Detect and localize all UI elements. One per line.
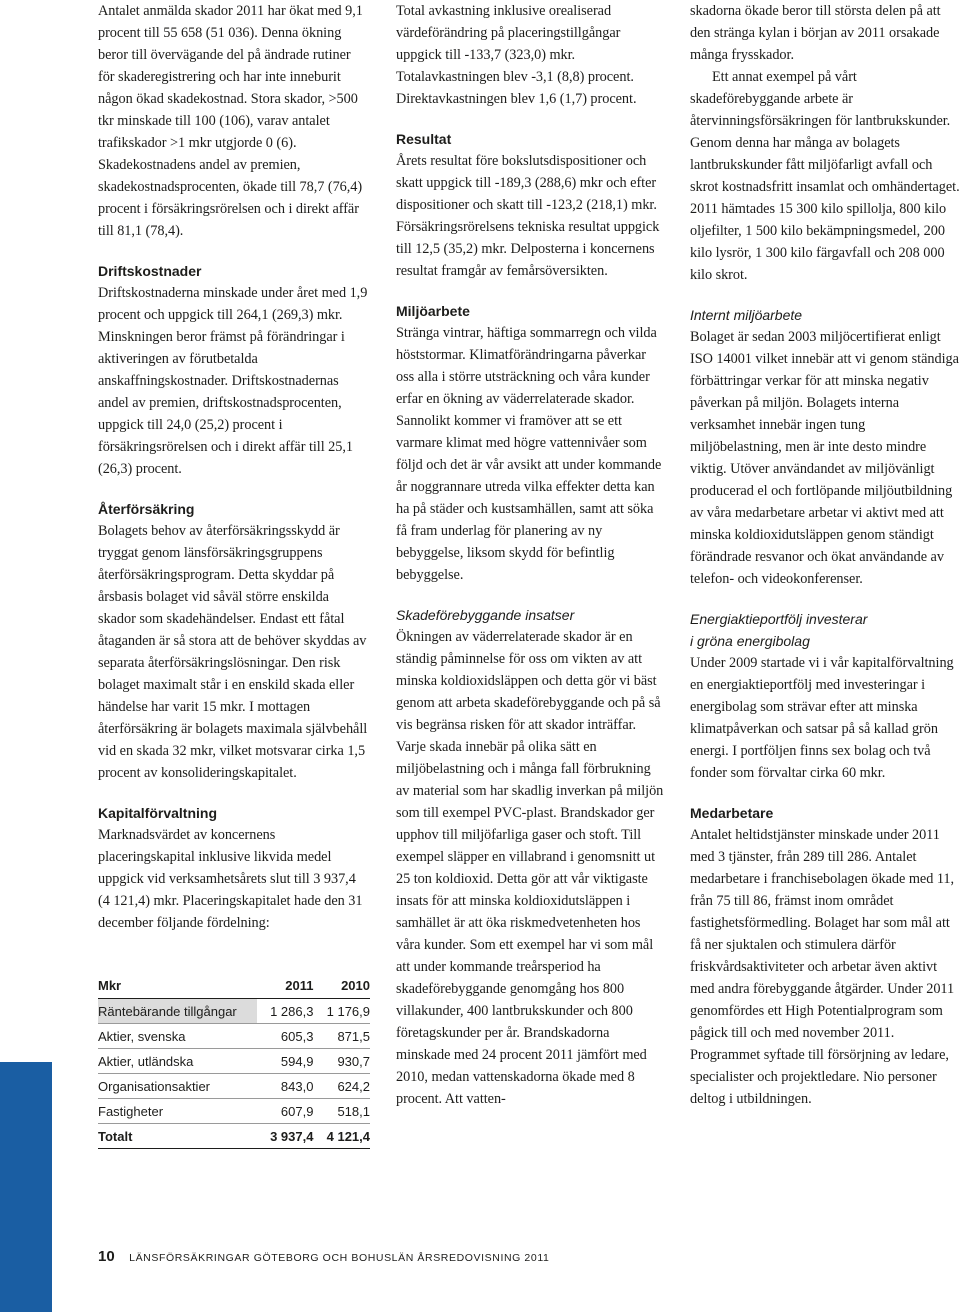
- footer-text: LÄNSFÖRSÄKRINGAR GÖTEBORG OCH BOHUSLÄN ÅRSREDOVISNING 2011: [129, 1252, 550, 1264]
- heading-resultat: Resultat: [396, 131, 452, 147]
- paragraph-resultat: Årets resultat före bokslutsdispositioner och skatt uppgick till -189,3 (288,6) mkr och efter dispositioner och skatt till -123,2 (218,1) mkr. Försäkringsrörelsens tekniska resultat uppgick till 12,5 (35,2) mkr. Delposterna i koncernens resultat framgår av femårsöversikten.: [396, 153, 660, 279]
- table-cell-label: Organisationsaktier: [98, 1074, 257, 1099]
- table-cell-2010: 1 176,9: [313, 999, 370, 1024]
- table-cell-2011: 607,9: [257, 1099, 314, 1124]
- table-total-2010: 4 121,4: [313, 1124, 370, 1149]
- table-row: [98, 1074, 370, 1099]
- subheading-energiaktieportfolj: [690, 608, 960, 652]
- heading-aterforsakring: Återförsäkring: [98, 501, 195, 517]
- table-total-2011: 3 937,4: [257, 1124, 314, 1149]
- table-cell-2010: 518,1: [313, 1099, 370, 1124]
- paragraph-driftskostnader: Driftskostnaderna minskade under året med 1,9 procent och uppgick till 264,1 (269,3) mkr. Minskningen beror främst på förändringar i aktiveringen av förutbetalda anskaffningskostnader. Driftskostnadernas andel av premien, driftskostnadsprocenten, uppgick till 24,0 (25,2) procent i försäkringsrörelsen och i direkt affär till 25,1 (26,3) procent.: [98, 285, 368, 477]
- table-row: [98, 1049, 370, 1074]
- table-cell-2010: 930,7: [313, 1049, 370, 1074]
- page-footer: [98, 1248, 549, 1266]
- page-number: 10: [98, 1248, 115, 1265]
- table-cell-label: Aktier, svenska: [98, 1024, 257, 1049]
- paragraph-miljoarbete: Stränga vintrar, häftiga sommarregn och vilda höststormar. Klimatförändringarna påverkar oss alla i större utsträckning och våra kunder erfar en ökning av väderrelaterade skador. Sannolikt kommer vi framöver att se ett varmare klimat med högre vattennivåer som följd och det är vår avsikt att under kommande år noggrannare utreda vilka effekter detta kan ha på städer och kustsamhällen, samt att söka få fram underlag för planering av ny bebyggelse, liksom skydd för befintlig bebyggelse.: [396, 325, 662, 583]
- table-row: [98, 999, 370, 1024]
- paragraph-skador: Antalet anmälda skador 2011 har ökat med 9,1 procent till 55 658 (51 036). Denna ökning beror till övervägande del på ändrade rutiner för skaderegistrering och har inte inneburit någon ökad skadekostnad. Stora skador, >500 tkr minskade till 100 (106), varav antalet trafikskador >1 mkr utgjorde 0 (6). Skadekostnadens andel av premien, skadekostnadsprocenten, ökade till 78,7 (76,4) procent i försäkringsrörelsen och i direkt affär till 81,1 (78,4).: [98, 3, 363, 239]
- placeringskapital-table: [98, 972, 370, 1149]
- paragraph-energiaktieportfolj: Under 2009 startade vi i vår kapitalförvaltning en energiaktieportfölj med investeringar i energibolag som strävar efter att minska klimatpåverkan och satsar på så kallad grön energi. I portföljen finns sex bolag och två fonder som förvaltar cirka 60 mkr.: [690, 655, 954, 781]
- table-cell-label: Fastigheter: [98, 1099, 257, 1124]
- paragraph-avkastning: Total avkastning inklusive orealiserad värdeförändring på placeringstillgångar uppgick till -133,7 (323,0) mkr. Totalavkastningen blev -3,1 (8,8) procent. Direktavkastningen blev 1,6 (1,7) procent.: [396, 3, 637, 107]
- table-cell-2011: 605,3: [257, 1024, 314, 1049]
- table-cell-label: Aktier, utländska: [98, 1049, 257, 1074]
- heading-miljoarbete: Miljöarbete: [396, 303, 470, 319]
- paragraph-aterforsakring: Bolagets behov av återförsäkringsskydd är tryggat genom länsförsäkringsgruppens återförsäkringsprogram. Detta skyddar på årsbasis bolaget vid såväl större enskilda skador som skadehändelser. Endast ett fåtal åtaganden är så stora att de behöver skyddas av separata återförsäkringslösningar. Den risk bolaget maximalt står i en enskild skada eller händelse har varit 15 mkr. I mottagen återförsäkring är bolagets maximala självbehåll vid en skada 32 mkr, vilket motsvarar cirka 1,5 procent av konsolideringskapitalet.: [98, 523, 368, 781]
- paragraph-lantbruk: Ett annat exempel på vårt skadeförebyggande arbete är återvinningsförsäkringen för lantbrukskunder. Genom denna har många av bolagets lantbrukskunder fått miljöfarligt avfall och skrot kostnadsfritt insamlat och omhändertaget. 2011 hämtades 15 300 kilo spillolja, 800 kilo oljefilter, 1 500 kilo bekämpningsmedel, 200 kilo lysrör, 1 300 kilo färgavfall och 208 000 kilo skrot.: [690, 69, 960, 283]
- table-cell-2011: 843,0: [257, 1074, 314, 1099]
- column-1: [98, 0, 370, 934]
- paragraph-skadeforebyggande: Ökningen av väderrelaterade skador är en ständig påminnelse för oss om vikten av att minska koldioxidsläppen och detta gör vi bäst genom att arbeta skadeförebyggande och på så vis begränsa risken för att skador inträffar. Varje skada innebär på olika sätt en miljöbelastning och i många fall förbrukning av material som har skadlig inverkan på miljön som till exempel PVC-plast. Brandskador ger upphov till miljöfarliga gaser och stoft. Till exempel släpper en villabrand i genomsnitt ut 25 ton koldioxid. Detta gör att vår viktigaste insats för att minska koldioxidutsläppen i samhället är att öka riskmedvetenheten hos våra kunder. Som ett exempel har vi som mål att under kommande treårsperiod ha skadeförebyggande genomgång hos 800 villakunder, 400 lantbrukskunder och 800 företagskunder per år. Brandskadorna minskade med 24 procent 2011 jämfört med 2010, medan vattenskadorna ökade med 8 procent. Att vatten-: [396, 629, 664, 1107]
- subheading-energi-line-1: Energiaktieportfölj investerar: [690, 611, 868, 627]
- table-header-2010: 2010: [313, 972, 370, 999]
- heading-kapitalforvaltning: Kapitalförvaltning: [98, 805, 218, 821]
- subheading-energi-line-2: i gröna energibolag: [690, 633, 810, 649]
- table-header-row: [98, 972, 370, 999]
- table-cell-2010: 624,2: [313, 1074, 370, 1099]
- accent-bar: [0, 1062, 52, 1312]
- table-cell-2011: 1 286,3: [257, 999, 314, 1024]
- heading-driftskostnader: Driftskostnader: [98, 263, 202, 279]
- table-row: [98, 1024, 370, 1049]
- column-2: [396, 0, 666, 1110]
- paragraph-frysskador: skadorna ökade beror till största delen på att den stränga kylan i början av 2011 orsakade många frysskador.: [690, 3, 941, 63]
- paragraph-internt-miljoarbete: Bolaget är sedan 2003 miljöcertifierat enligt ISO 14001 vilket innebär att vi genom ständiga förbättringar verkar för att minska negativ påverkan på miljön. Bolagets interna verksamhet innebär ingen tung miljöbelastning, men är inte desto mindre viktig. Utöver användandet av miljövänligt producerad el och fortlöpande miljöutbildning av våra medarbetare arbetar vi aktivt med att minska koldioxidutsläppen genom ständigt förändrade resvanor och ökat användande av telefon- och videokonferenser.: [690, 329, 959, 587]
- table-cell-2010: 871,5: [313, 1024, 370, 1049]
- paragraph-medarbetare: Antalet heltidstjänster minskade under 2011 med 3 tjänster, från 289 till 286. Antalet medarbetare i franchisebolagen ökade med 11, från 75 till 86, främst inom området fastighetsförmedling. Bolaget har som mål att få ner sjuktalen och stimulera därför friskvårdsaktiviteter och arbetar även aktivt med andra förebyggande åtgärder. Under 2011 genomfördes ett High Potentialprogram som pågick till och med november 2011. Programmet syftade till försörjning av ledare, specialister och projektledare. Nio personer deltog i utbildningen.: [690, 827, 955, 1107]
- table-total-label: Totalt: [98, 1124, 257, 1149]
- table-header-2011: 2011: [257, 972, 314, 999]
- paragraph-kapitalforvaltning: Marknadsvärdet av koncernens placeringskapital inklusive likvida medel uppgick vid verksamhetsårets slut till 3 937,4 (4 121,4) mkr. Placeringskapitalet hade den 31 december följande fördelning:: [98, 827, 363, 931]
- heading-medarbetare: Medarbetare: [690, 805, 774, 821]
- table-cell-2011: 594,9: [257, 1049, 314, 1074]
- table-row: [98, 1099, 370, 1124]
- table-header-mkr: Mkr: [98, 972, 257, 999]
- table-total-row: [98, 1124, 370, 1149]
- column-3: [690, 0, 960, 1110]
- table-cell-label: Räntebärande tillgångar: [98, 999, 257, 1024]
- subheading-internt-miljoarbete: Internt miljöarbete: [690, 307, 803, 323]
- subheading-skadeforebyggande: Skadeförebyggande insatser: [396, 607, 575, 623]
